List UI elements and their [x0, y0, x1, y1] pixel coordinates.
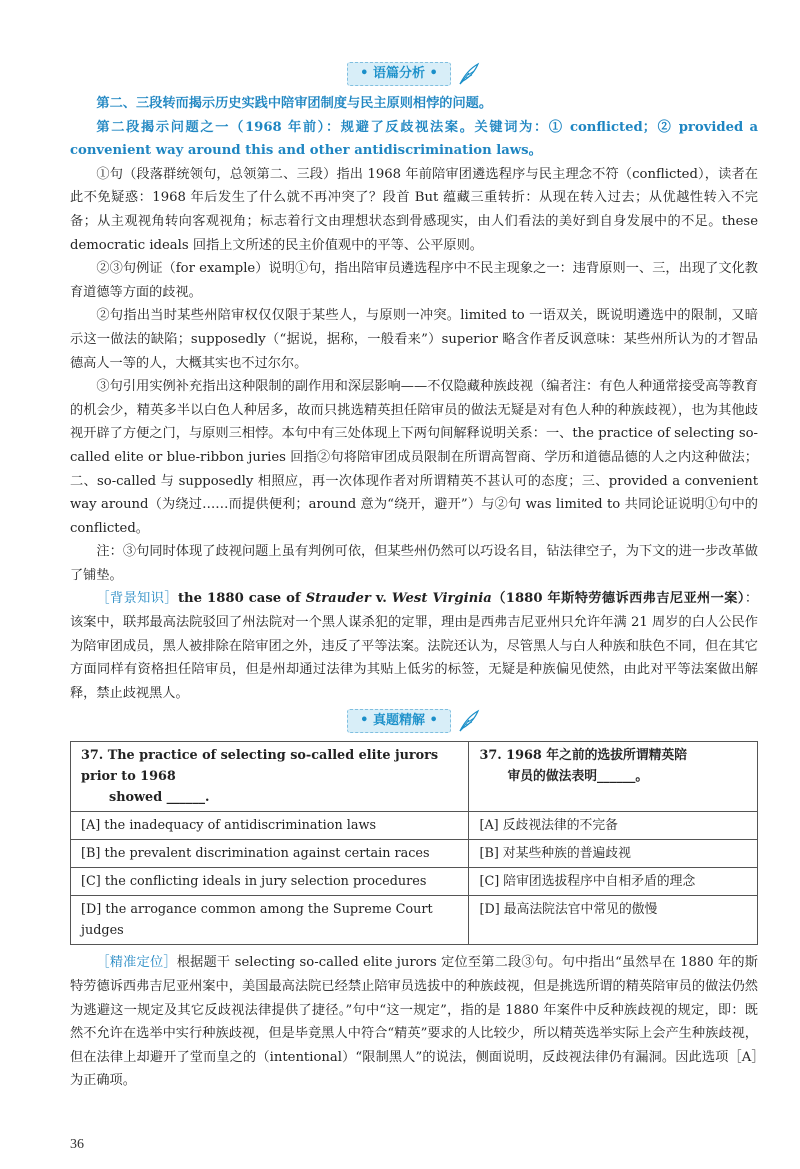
- option-row: [71, 896, 758, 945]
- background-tag: ［背景知识］: [96, 591, 178, 607]
- question-stem-en: [71, 742, 469, 812]
- option-d-zh: [D] 最高法院法官中常见的傲慢: [469, 896, 758, 945]
- answer-analysis: [70, 951, 758, 1093]
- page-number: 36: [70, 1137, 84, 1152]
- background-body: ：该案中，联邦最高法院驳回了州法院对一个黑人谋杀犯的定罪，理由是西弗吉尼亚州只允许年满 21 周岁的白人公民作为陪审团成员，黑人被排除在陪审团之外，违反了平等法案。法院还认为，尽管黑人与白人种族和肤色不同，但在其它方面同样有资格担任陪审员，但是州却通过法律为其贴上低劣的标签，无疑是种族偏见使然，由此对平等法案做出解释，禁止歧视黑人。: [70, 591, 759, 701]
- option-c-en: [C] the conflicting ideals in jury selection procedures: [71, 868, 469, 896]
- background-lead-pre: the 1880 case of: [177, 591, 306, 607]
- analysis-paragraph-1: ①句（段落群统领句，总领第二、三段）指出 1968 年前陪审团遴选程序与民主理念不符（conflicted），读者在此不免疑惑：1968 年后发生了什么就不再冲突了？段首 But 蕴藏三重转折：从现在转入过去；从优越性转入不完备；从主观视角转向客观视角；标志着行文由理想状态到骨感现实，由人们看法的美好到自身发展中的不足。these democratic ideals 回指上文所述的民主价值观中的平等、公平原则。: [70, 166, 758, 253]
- analysis-body: 根据题干 selecting so-called elite jurors 定位至第二段③句。句中指出“虽然早在 1880 年的斯特劳德诉西弗吉尼亚州案中，美国最高法院已经禁止陪审员选拔中的种族歧视，但是挑选所谓的精英陪审员的做法仍然为逃避这一规定及其它反歧视法律提供了捷径。”句中“这一规定”，指的是 1880 年案件中反种族歧视的规定，即：既然不允许在选举中实行种族歧视，但是毕竟黑人中符合“精英”要求的人比较少，所以精英选举实际上会产生种族歧视，但在法律上却避开了堂而皇之的（intentional）“限制黑人”的说法，侧面说明，反歧视法律仍有漏洞。因此选项［A］为正确项。: [70, 955, 758, 1089]
- analysis-paragraph-4: ③句引用实例补充指出这种限制的副作用和深层影响——不仅隐藏种族歧视（编者注：有色人种通常接受高等教育的机会少，精英多半以白色人种居多，故而只挑选精英担任陪审员的做法无疑是对有色人种的种族歧视），也为其他歧视开辟了方便之门，与原则三相悖。本句中有三处体现上下两句间解释说明关系：一、the practice of selecting so-called elite or blue-ribbon juries 回指②句将陪审团成员限制在所谓高智商、学历和道德品德的人之内这种做法；二、so-called 与 supposedly 相照应，再一次体现作者对所谓精英不甚认可的态度；三、provided a convenient way around（为绕过……而提供便利；around 意为“绕开，避开”）与②句 was limited to 共同论证说明①句中的 conflicted。: [70, 379, 758, 536]
- question-stem-row: [71, 742, 758, 812]
- section-title-questions: • 真题精解 •: [360, 713, 438, 729]
- stem-en-line2: showed ______.: [109, 790, 210, 806]
- background-knowledge: [70, 587, 758, 705]
- analysis-note: 注：③句同时体现了歧视问题上虽有判例可依，但某些州仍然可以巧设名目，钻法律空子，为下文的进一步改革做了铺垫。: [70, 544, 758, 583]
- analysis-paragraph-3: ②句指出当时某些州陪审权仅仅限于某些人，与原则一冲突。limited to 一语双关，既说明遴选中的限制，又暗示这一做法的缺陷；supposedly（“据说，据称，一般看来”）superior 略含作者反讽意味：某些州所认为的才智品德高人一等的人，大概其实也不过尔尔。: [70, 308, 758, 371]
- option-a-zh: [A] 反歧视法律的不完备: [469, 812, 758, 840]
- option-a-en: [A] the inadequacy of antidiscrimination laws: [71, 812, 469, 840]
- option-row: [71, 868, 758, 896]
- section-badge-analysis: [347, 62, 451, 86]
- background-case-a: Strauder: [305, 591, 371, 607]
- option-c-zh: [C] 陪审团选拔程序中自相矛盾的理念: [469, 868, 758, 896]
- background-lead-post: （1880 年斯特劳德诉西弗吉尼亚州一案）: [491, 591, 745, 607]
- analysis-tag: ［精准定位］: [96, 955, 177, 971]
- option-b-en: [B] the prevalent discrimination against certain races: [71, 840, 469, 868]
- heading-keywords: 第二段揭示问题之一（1968 年前）：规避了反歧视法案。关键词为：① conflicted；② provided a convenient way around this and other antidiscrimination laws。: [70, 119, 758, 159]
- option-b-zh: [B] 对某些种族的普遍歧视: [469, 840, 758, 868]
- option-row: [71, 812, 758, 840]
- analysis-paragraph-2: ②③句例证（for example）说明①句，指出陪审员遴选程序中不民主现象之一：违背原则一、三，出现了文化教育道德等方面的歧视。: [70, 261, 758, 300]
- stem-zh-line2: 审员的做法表明______。: [507, 769, 649, 785]
- question-stem-zh: [469, 742, 758, 812]
- section-badge-questions: [347, 709, 451, 733]
- stem-zh-line1: 37. 1968 年之前的选拔所谓精英陪: [479, 748, 688, 764]
- content: [70, 58, 758, 1093]
- quill-pen-icon: [455, 61, 481, 87]
- option-row: [71, 840, 758, 868]
- quill-pen-icon: [455, 708, 481, 734]
- section-header-analysis: [70, 60, 758, 88]
- option-d-en: [D] the arrogance common among the Supreme Court judges: [71, 896, 469, 945]
- section-title-analysis: • 语篇分析 •: [360, 66, 438, 81]
- background-case-v: v.: [370, 591, 392, 607]
- heading-structure: 第二、三段转而揭示历史实践中陪审团制度与民主原则相悖的问题。: [96, 96, 493, 111]
- section-header-questions: [70, 707, 758, 735]
- stem-en-line1: 37. The practice of selecting so-called elite jurors prior to 1968: [81, 748, 439, 785]
- background-case-b: West Virginia: [391, 591, 492, 607]
- question-table: [70, 741, 758, 945]
